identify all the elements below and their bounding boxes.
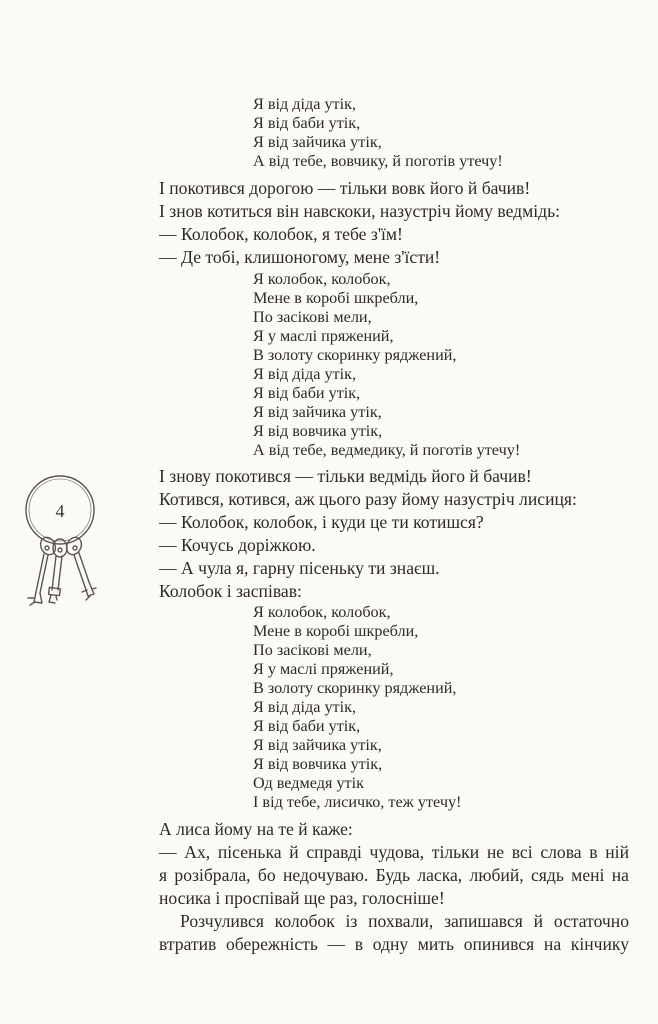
verse-line: Я від діда утік, xyxy=(253,698,357,716)
verse-line: Я у маслі пряжений, xyxy=(253,660,394,678)
verse-line: Я від вовчика утік, xyxy=(253,422,383,440)
verse-line: І від тебе, лисичко, теж утечу! xyxy=(253,793,462,811)
verse-line: Я колобок, колобок, xyxy=(253,270,391,288)
verse-line: По засікові мели, xyxy=(253,641,372,659)
verse-line: Я від зайчика утік, xyxy=(253,736,382,754)
verse-line: Я у маслі пряжений, xyxy=(253,327,394,345)
dialogue-line: — Кочусь доріжкою. xyxy=(159,535,316,555)
verse-line: Я від зайчика утік, xyxy=(253,133,382,151)
page-number: 4 xyxy=(55,501,65,521)
dialogue-line: — Колобок, колобок, і куди це ти котишся? xyxy=(159,512,484,532)
prose-line: Котився, котився, аж цього разу йому назустріч лисиця: xyxy=(159,489,577,509)
prose-line: я розібрала, бо недочуваю. Будь ласка, любий, сядь мені на xyxy=(159,865,629,885)
verse-line: А від тебе, ведмедику, й поготів утечу! xyxy=(253,441,521,459)
verse-line: Я від баби утік, xyxy=(253,717,361,735)
prose-line: І покотився дорогою — тільки вовк його й бачив! xyxy=(159,178,531,198)
verse-line: Я від вовчика утік, xyxy=(253,755,383,773)
dialogue-line: — Колобок, колобок, я тебе з'їм! xyxy=(159,224,403,244)
prose-line: втратив обережність — в одну мить опинився на кінчику xyxy=(159,934,629,954)
prose-line: Колобок і заспівав: xyxy=(159,581,302,601)
verse-line: В золоту скоринку ряджений, xyxy=(253,679,457,697)
verse-line: А від тебе, вовчику, й поготів утечу! xyxy=(253,152,503,170)
dialogue-line: — Ах, пісенька й справді чудова, тільки не всі слова в ній xyxy=(159,842,629,862)
prose-line: А лиса йому на те й каже: xyxy=(159,819,353,839)
verse-line: Од ведмедя утік xyxy=(253,774,364,792)
verse-line: Я від баби утік, xyxy=(253,114,361,132)
prose-line: І знов котиться він навскоки, назустріч йому ведмідь: xyxy=(159,201,560,221)
verse-line: В золоту скоринку ряджений, xyxy=(253,346,457,364)
verse-line: Я колобок, колобок, xyxy=(253,603,391,621)
verse-line: Мене в коробі шкребли, xyxy=(253,289,419,307)
prose-line: носика і проспівай ще раз, голосніше! xyxy=(159,888,445,908)
verse-line: Я від зайчика утік, xyxy=(253,403,382,421)
prose-line: Розчулився колобок із похвали, запишався й остаточно xyxy=(180,911,629,931)
dialogue-line: — Де тобі, клишоногому, мене з'їсти! xyxy=(159,247,441,267)
verse-line: Я від діда утік, xyxy=(253,365,357,383)
keyring-icon xyxy=(22,472,108,622)
verse-line: Я від баби утік, xyxy=(253,384,361,402)
verse-line: Я від діда утік, xyxy=(253,95,357,113)
verse-line: Мене в коробі шкребли, xyxy=(253,622,419,640)
verse-line: По засікові мели, xyxy=(253,308,372,326)
dialogue-line: — А чула я, гарну пісеньку ти знаєш. xyxy=(159,558,440,578)
prose-line: І знову покотився — тільки ведмідь його й бачив! xyxy=(159,466,532,486)
